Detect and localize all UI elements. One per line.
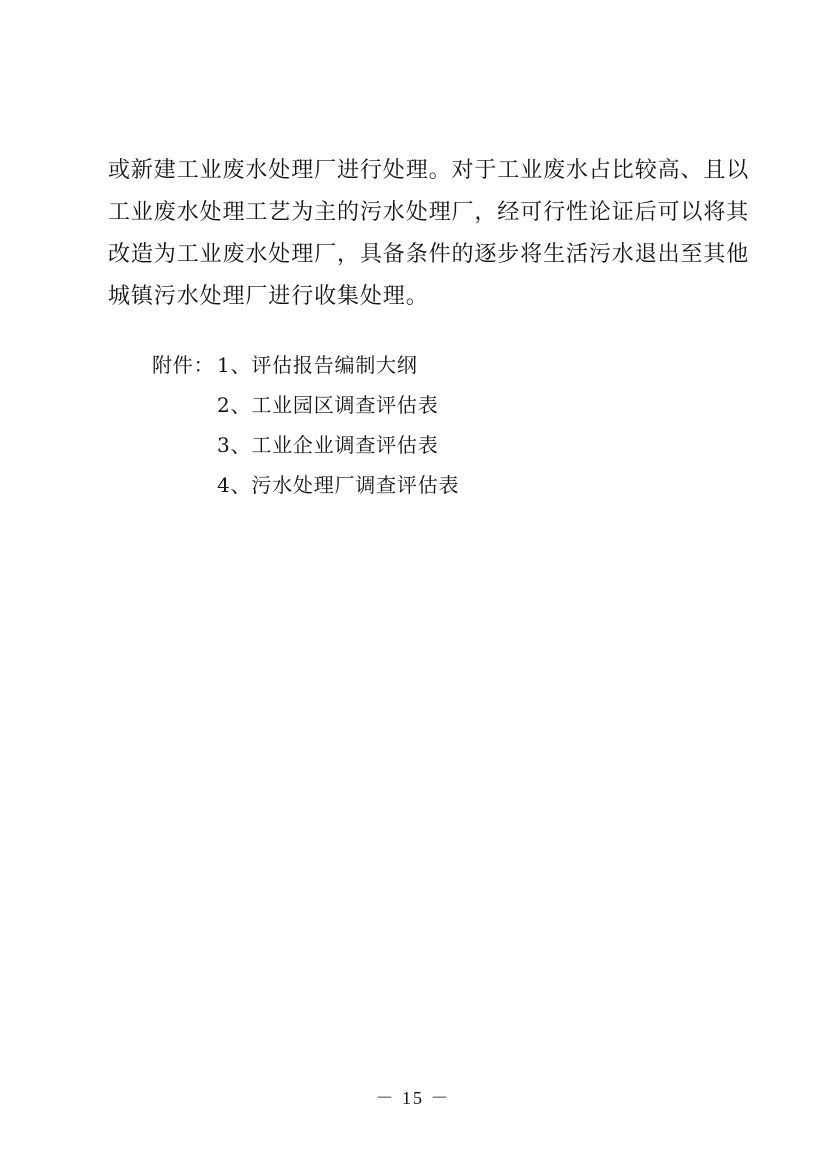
attachment-row xyxy=(152,465,652,505)
attachments-label: 附件： xyxy=(152,353,215,377)
attachment-item: 2、工业园区调查评估表 xyxy=(217,393,439,417)
page-number: － 15 － xyxy=(375,1088,451,1108)
paragraph-line: 改造为工业废水处理厂，具备条件的逐步将生活污水退出至其他 xyxy=(108,242,750,267)
paragraph-line: 城镇污水处理厂进行收集处理。 xyxy=(108,284,429,309)
attachments-list xyxy=(152,345,652,505)
body-paragraph xyxy=(108,150,750,318)
attachment-item: 3、工业企业调查评估表 xyxy=(217,433,439,457)
paragraph-line: 或新建工业废水处理厂进行处理。对于工业废水占比较高、且以 xyxy=(108,158,750,183)
attachment-item: 4、污水处理厂调查评估表 xyxy=(217,473,460,497)
paragraph-line: 工业废水处理工艺为主的污水处理厂，经可行性论证后可以将其 xyxy=(108,200,750,225)
attachment-item: 1、评估报告编制大纲 xyxy=(217,353,418,377)
attachment-row xyxy=(152,425,652,465)
attachment-row xyxy=(152,345,652,385)
attachment-row xyxy=(152,385,652,425)
